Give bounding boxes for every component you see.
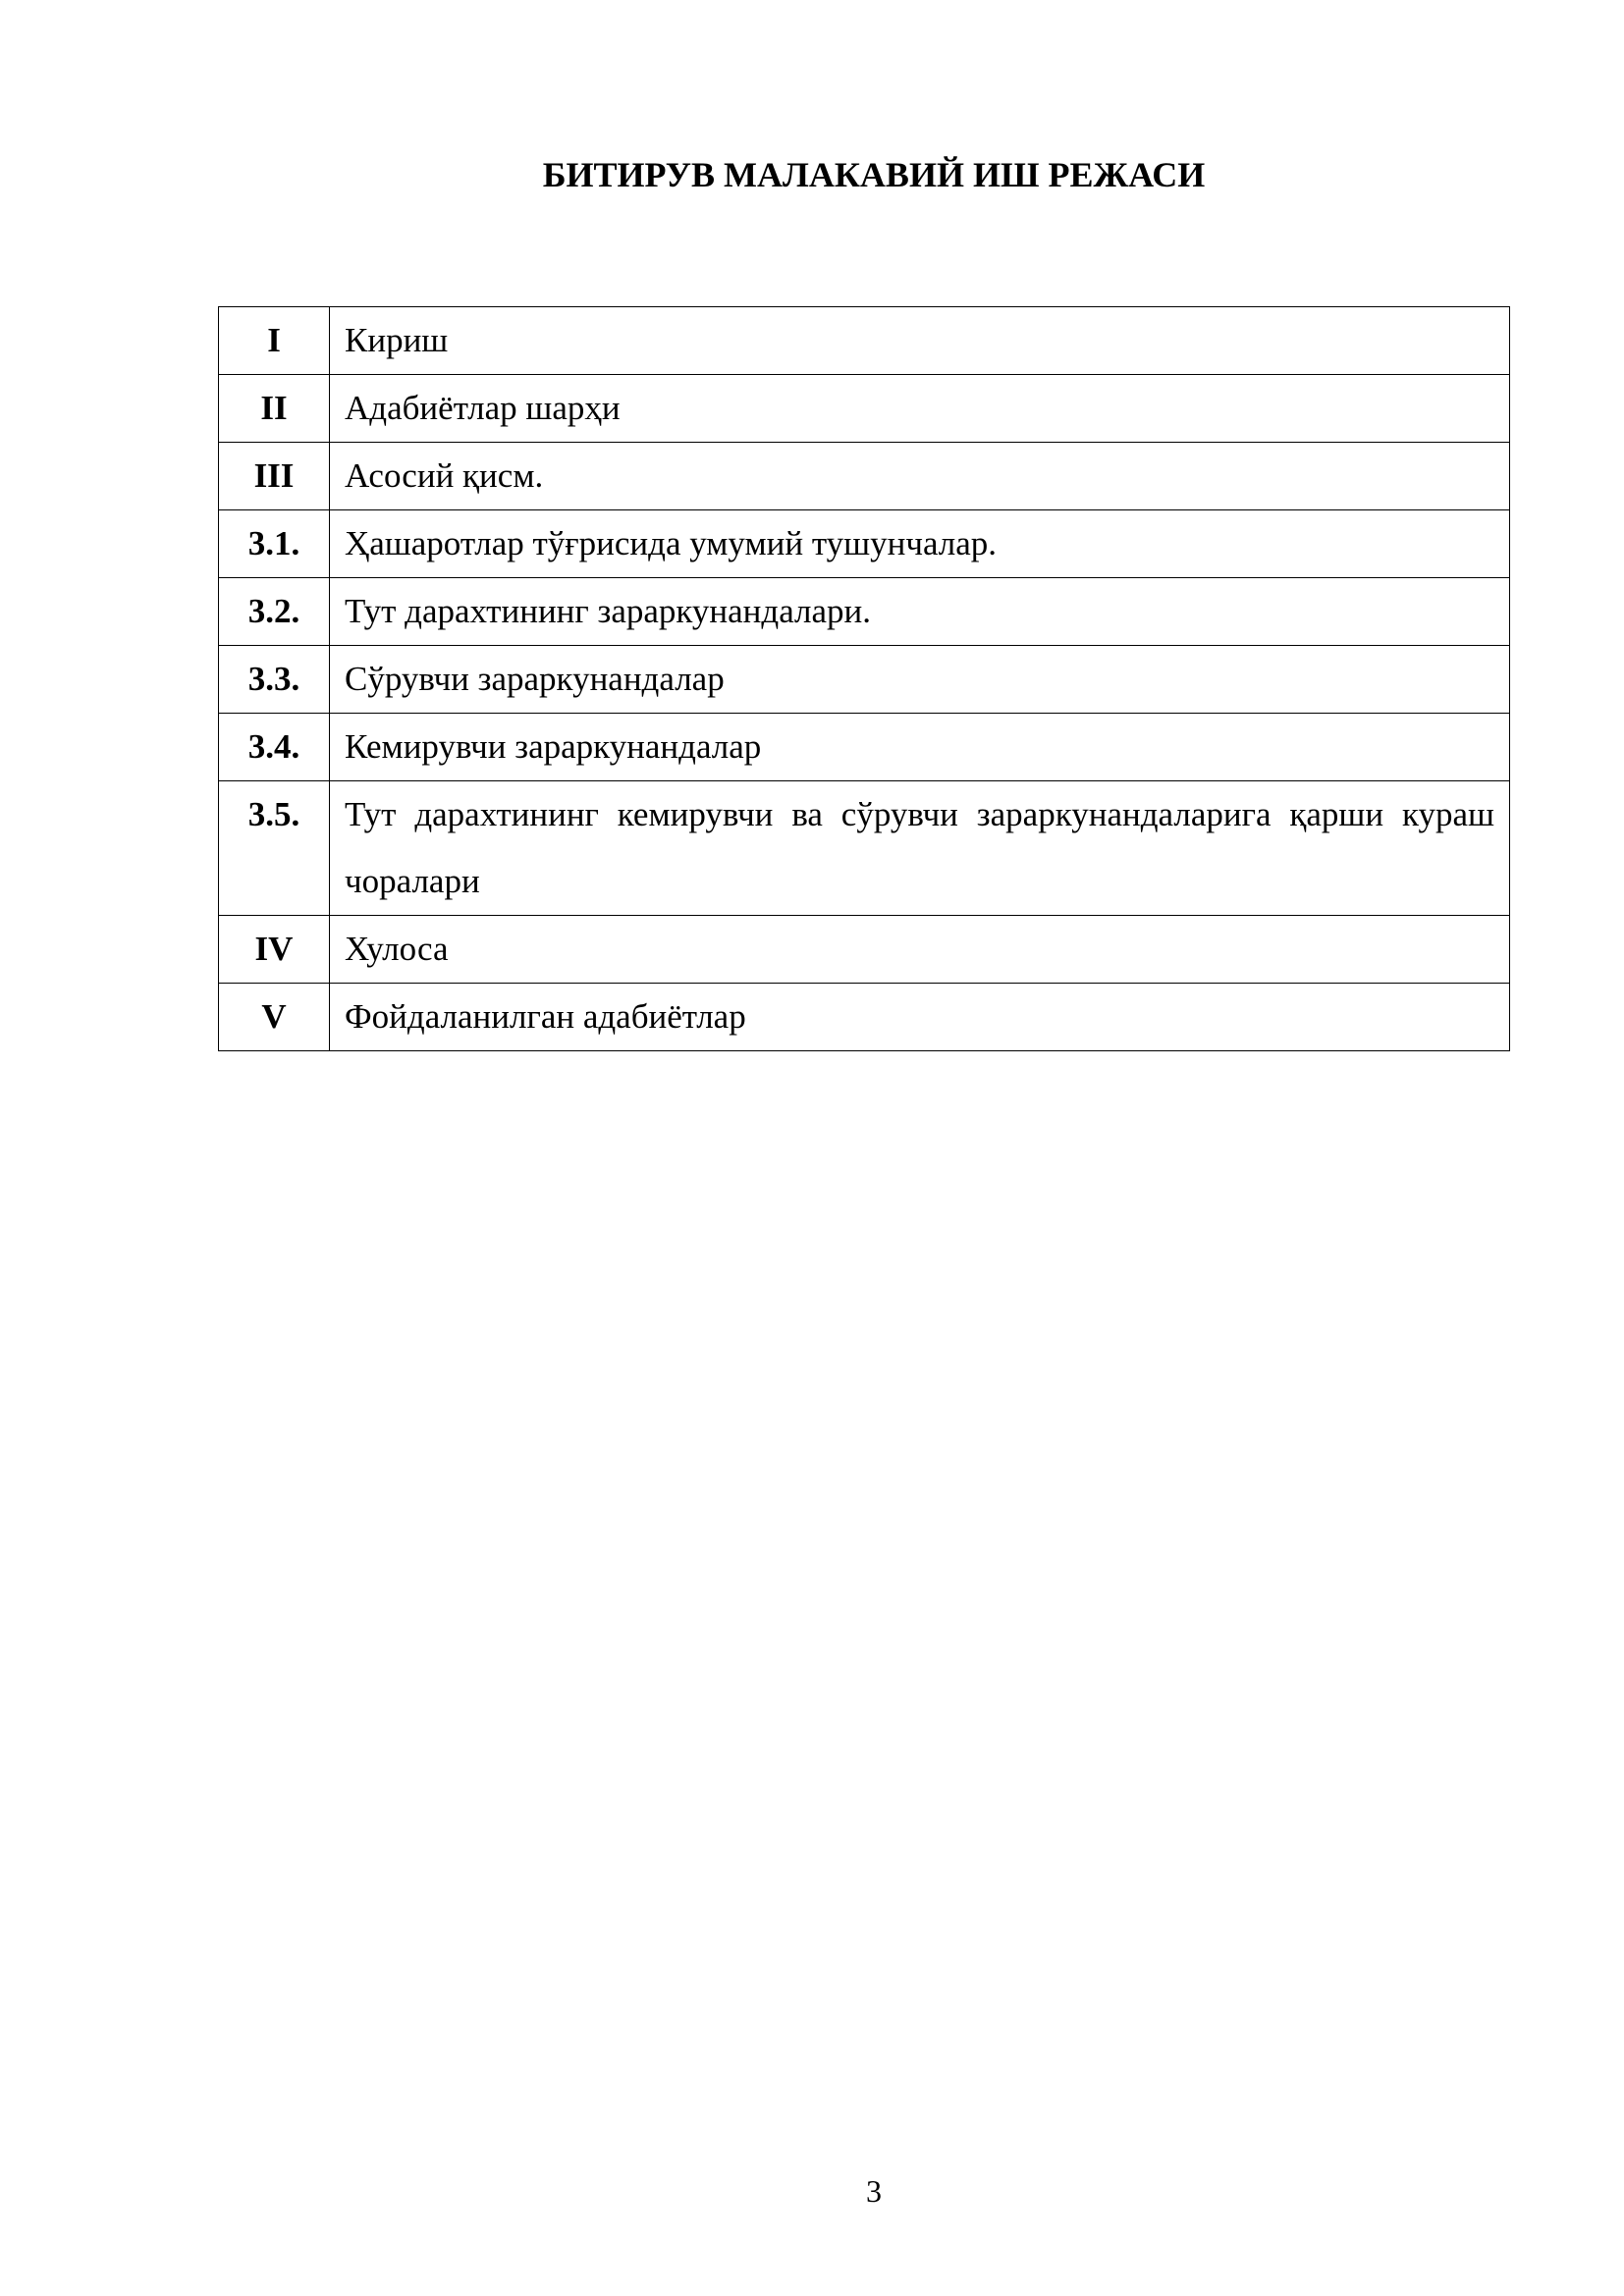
row-number: 3.1. bbox=[219, 510, 330, 578]
table-row bbox=[219, 781, 1510, 916]
table-row bbox=[219, 916, 1510, 984]
table-row bbox=[219, 510, 1510, 578]
table-row bbox=[219, 578, 1510, 646]
table-row bbox=[219, 714, 1510, 781]
row-number: III bbox=[219, 443, 330, 510]
row-title: Адабиётлар шарҳи bbox=[330, 375, 1510, 443]
row-title: Асосий қисм. bbox=[330, 443, 1510, 510]
row-number: 3.2. bbox=[219, 578, 330, 646]
table-row bbox=[219, 443, 1510, 510]
row-title: Хулоса bbox=[330, 916, 1510, 984]
row-number: II bbox=[219, 375, 330, 443]
row-number: V bbox=[219, 984, 330, 1051]
page-title: БИТИРУВ МАЛАКАВИЙ ИШ РЕЖАСИ bbox=[542, 155, 1206, 194]
plan-table bbox=[218, 306, 1510, 1051]
row-number: IV bbox=[219, 916, 330, 984]
row-number: I bbox=[219, 307, 330, 375]
row-title: Фойдаланилган адабиётлар bbox=[330, 984, 1510, 1051]
row-title: Ҳашаротлар тўғрисида умумий тушунчалар. bbox=[330, 510, 1510, 578]
row-title: Тут дарахтининг зараркунандалари. bbox=[330, 578, 1510, 646]
row-number: 3.4. bbox=[219, 714, 330, 781]
row-title: Кемирувчи зараркунандалар bbox=[330, 714, 1510, 781]
row-title: Тут дарахтининг кемирувчи ва сўрувчи зараркунандаларига қарши кураш чоралари bbox=[330, 781, 1510, 916]
table-row bbox=[219, 307, 1510, 375]
table-row bbox=[219, 646, 1510, 714]
row-title: Кириш bbox=[330, 307, 1510, 375]
row-title: Сўрувчи зараркунандалар bbox=[330, 646, 1510, 714]
row-number: 3.5. bbox=[219, 781, 330, 916]
page-number: 3 bbox=[866, 2173, 882, 2209]
table-row bbox=[219, 984, 1510, 1051]
table-row bbox=[219, 375, 1510, 443]
row-number: 3.3. bbox=[219, 646, 330, 714]
